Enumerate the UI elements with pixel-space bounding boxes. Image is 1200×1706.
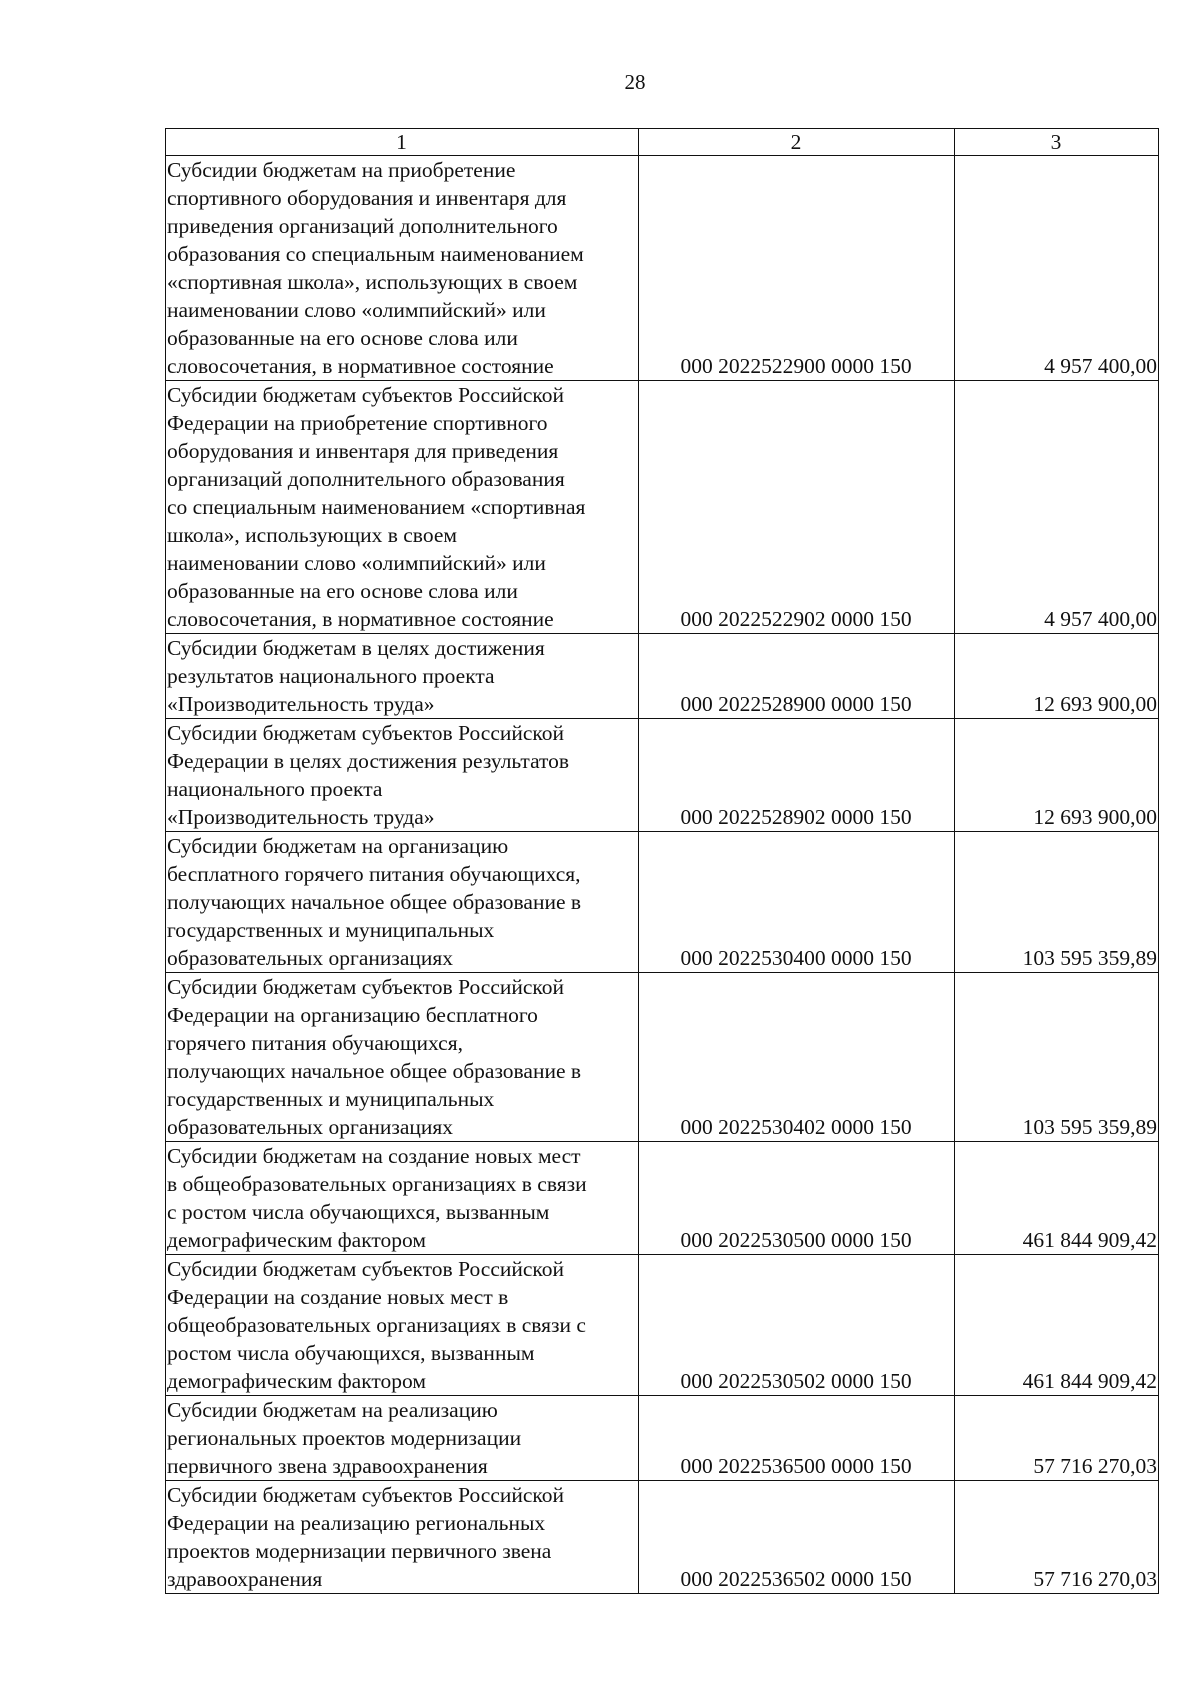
row-amount: 57 716 270,03: [955, 1396, 1159, 1481]
row-name: Субсидии бюджетам на организацию бесплатного горячего питания обучающихся, получающих начальное общее образование в государственных и муниципальных образовательных организациях: [166, 832, 639, 973]
table-row: [166, 719, 1159, 832]
row-amount: 12 693 900,00: [955, 719, 1159, 832]
row-name: Субсидии бюджетам в целях достижения результатов национального проекта «Производительность труда»: [166, 634, 639, 719]
row-name: Субсидии бюджетам субъектов Российской Федерации на организацию бесплатного горячего питания обучающихся, получающих начальное общее образование в государственных и муниципальных образовательных организациях: [166, 973, 639, 1142]
row-code: 000 2022536500 0000 150: [639, 1396, 955, 1481]
table-row: [166, 381, 1159, 634]
table-row: [166, 634, 1159, 719]
row-code: 000 2022528902 0000 150: [639, 719, 955, 832]
header-row: [166, 129, 1159, 156]
page-number: 28: [624, 70, 646, 94]
row-name: Субсидии бюджетам на приобретение спортивного оборудования и инвентаря для приведения организаций дополнительного образования со специальным наименованием «спортивная школа», использующих в своем наименовании слово «олимпийский» или образованные на его основе слова или словосочетания, в нормативное состояние: [166, 156, 639, 381]
row-name: Субсидии бюджетам на реализацию региональных проектов модернизации первичного звена здравоохранения: [166, 1396, 639, 1481]
row-amount: 461 844 909,42: [955, 1142, 1159, 1255]
table-row: [166, 832, 1159, 973]
row-code: 000 2022530402 0000 150: [639, 973, 955, 1142]
row-amount: 4 957 400,00: [955, 381, 1159, 634]
table-body: [166, 156, 1159, 1594]
budget-table: [165, 128, 1159, 1594]
row-code: 000 2022530500 0000 150: [639, 1142, 955, 1255]
row-code: 000 2022522900 0000 150: [639, 156, 955, 381]
row-code: 000 2022530400 0000 150: [639, 832, 955, 973]
table-row: [166, 1255, 1159, 1396]
row-name: Субсидии бюджетам субъектов Российской Федерации на создание новых мест в общеобразовательных организациях в связи с ростом числа обучающихся, вызванным демографическим фактором: [166, 1255, 639, 1396]
row-amount: 57 716 270,03: [955, 1481, 1159, 1594]
row-amount: 12 693 900,00: [955, 634, 1159, 719]
column-header-3: 3: [955, 129, 1159, 156]
table-row: [166, 973, 1159, 1142]
row-code: 000 2022530502 0000 150: [639, 1255, 955, 1396]
row-amount: 4 957 400,00: [955, 156, 1159, 381]
column-header-2: 2: [639, 129, 955, 156]
row-name: Субсидии бюджетам субъектов Российской Федерации на приобретение спортивного оборудования и инвентаря для приведения организаций дополнительного образования со специальным наименованием «спортивная школа», использующих в своем наименовании слово «олимпийский» или образованные на его основе слова или словосочетания, в нормативное состояние: [166, 381, 639, 634]
row-code: 000 2022536502 0000 150: [639, 1481, 955, 1594]
row-amount: 461 844 909,42: [955, 1255, 1159, 1396]
row-name: Субсидии бюджетам субъектов Российской Федерации на реализацию региональных проектов модернизации первичного звена здравоохранения: [166, 1481, 639, 1594]
table-header: [166, 129, 1159, 156]
row-code: 000 2022528900 0000 150: [639, 634, 955, 719]
table-row: [166, 156, 1159, 381]
table-row: [166, 1481, 1159, 1594]
table-row: [166, 1396, 1159, 1481]
row-name: Субсидии бюджетам на создание новых мест в общеобразовательных организациях в связи с ростом числа обучающихся, вызванным демографическим фактором: [166, 1142, 639, 1255]
column-header-1: 1: [166, 129, 639, 156]
table-row: [166, 1142, 1159, 1255]
row-name: Субсидии бюджетам субъектов Российской Федерации в целях достижения результатов национального проекта «Производительность труда»: [166, 719, 639, 832]
row-code: 000 2022522902 0000 150: [639, 381, 955, 634]
row-amount: 103 595 359,89: [955, 973, 1159, 1142]
row-amount: 103 595 359,89: [955, 832, 1159, 973]
